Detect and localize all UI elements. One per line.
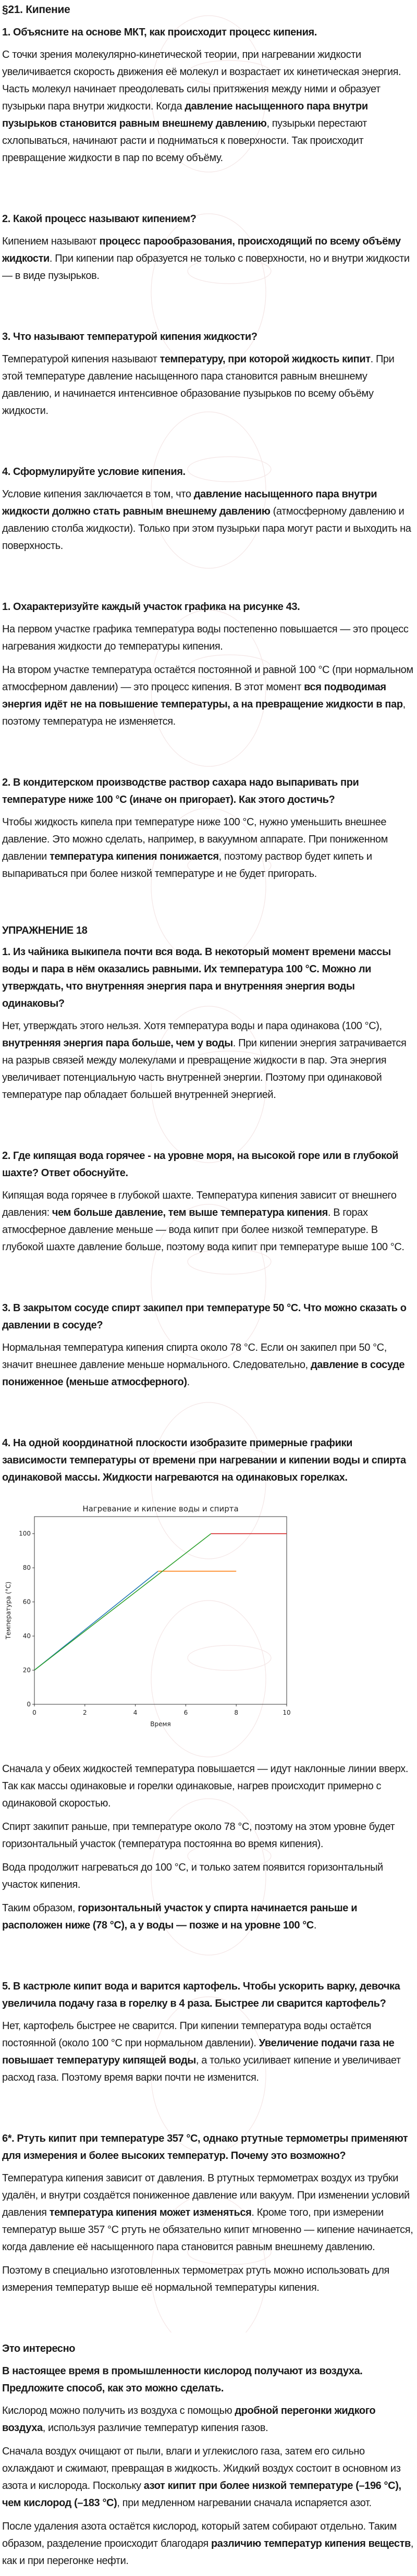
text-run: Нормальная температура кипения спирта около 78 °С. Если он закипел при 50 °С, значит внешнее давление меньше нормального. Следовательно,	[2, 1342, 387, 1371]
text-run: Кипящая вода горячее в глубокой шахте. Температура кипения зависит от внешнего давления:	[2, 1190, 397, 1218]
answer-paragraph	[2, 2518, 414, 2570]
question-heading: 1. Объясните на основе МКТ, как происходит процесс кипения.	[2, 27, 317, 38]
text-run: Кипением называют	[2, 236, 100, 247]
interesting-heading: Это интересно	[2, 2343, 76, 2354]
section-spacer	[2, 1397, 414, 1431]
question-heading: 6*. Ртуть кипит при температуре 357 °С, однако ртутные термометры применяют для измерения и более высоких температур. Почему это возможно?	[2, 2133, 408, 2162]
answer-paragraph	[2, 1339, 414, 1391]
y-tick-label: 100	[19, 1530, 31, 1537]
question-heading: 3. В закрытом сосуде спирт закипел при температуре 50 °С. Что можно сказать о давлении в сосуде?	[2, 1302, 407, 1331]
text-run: . При этой температуре давление насыщенного пара становится равным внешнему давлению, и начинается интенсивное образование пузырьков по всему объёму жидкости.	[2, 353, 395, 417]
text-run: Температура кипения зависит от давления. В ртутных термометрах воздух из трубки удалён, и внутри создаётся пониженное давление или вакуум. При изменении условий давления	[2, 2172, 410, 2218]
y-tick-label: 40	[22, 1632, 31, 1640]
plot-frame	[34, 1517, 287, 1704]
question-block-q2	[2, 211, 414, 285]
answer-paragraph	[2, 1818, 414, 1853]
chart-title: Нагревание и кипение воды и спирта	[82, 1505, 239, 1513]
y-tick-label: 60	[22, 1598, 31, 1606]
x-tick-label: 2	[82, 1709, 87, 1716]
exercise-heading: УПРАЖНЕНИЕ 18	[2, 925, 88, 936]
section-spacer	[2, 737, 414, 770]
question-heading: 2. Где кипящая вода горячее - на уровне моря, на высокой горе или в глубокой шахте? Ответ обоснуйте.	[2, 1150, 399, 1179]
text-run: , при медленном нагревании сначала испаряется азот.	[117, 2497, 372, 2509]
section-spacer	[2, 889, 414, 922]
y-tick-label: 80	[22, 1564, 31, 1572]
exercise-item-ex3	[2, 1300, 414, 1391]
bold-emphasis: процесс парообразования, происходящий по всему объёму жидкости	[2, 236, 401, 264]
section-spacer	[2, 2303, 414, 2336]
exercise-item-ex4	[2, 1435, 414, 1934]
question-heading: 4. Сформулируйте условие кипения.	[2, 466, 186, 478]
bold-emphasis: температура кипения понижается	[50, 851, 219, 862]
exercise-item-ex2	[2, 1147, 414, 1256]
answer-paragraph	[2, 2018, 414, 2086]
content-body	[2, 24, 414, 2570]
text-run: Чтобы жидкость кипела при температуре ниже 100 °С, нужно уменьшить внешнее давление. Это можно сделать, например, в вакуумном аппарате. При пониженном давлении	[2, 816, 388, 862]
y-axis-label: Температура (°C)	[5, 1581, 12, 1640]
y-tick-label: 0	[27, 1701, 31, 1708]
bold-emphasis: чем больше давление, тем выше температура кипения	[52, 1207, 328, 1218]
page-title: §21. Кипение	[2, 4, 70, 16]
answer-paragraph	[2, 1018, 414, 1104]
text-run: (атмосферному давлению и давлению столба жидкости). Только при этом пузырьки пара могут расти и выходить на поверхность.	[2, 506, 411, 552]
x-tick-label: 0	[32, 1709, 36, 1716]
bold-emphasis: азот кипит при более низкой температуре (–196 °С), чем кислород (–183 °С)	[2, 2480, 401, 2509]
text-run: , поэтому температура не изменяется.	[2, 699, 406, 727]
text-run: Сначала у обеих жидкостей температура повышается — идут наклонные линии вверх. Так как массы одинаковые и горелки одинаковые, нагрев происходит примерно с одинаковой скоростью.	[2, 1763, 408, 1809]
bold-emphasis: Увеличение подачи газа не повышает температуру кипящей воды	[2, 2037, 395, 2066]
x-tick-label: 10	[283, 1709, 291, 1716]
text-run: После удаления азота остаётся кислород, который затем собирают отдельно. Таким образом, разделение происходит благодаря	[2, 2521, 397, 2549]
question-heading: 2. В кондитерском производстве раствор сахара надо выпаривать при температуре ниже 100 °С (иначе он пригорает). Как этого достичь?	[2, 777, 359, 805]
question-block-fig1	[2, 599, 414, 730]
answer-paragraph	[2, 1859, 414, 1894]
bold-emphasis: горизонтальный участок у спирта начинается раньше и расположен ниже (78 °С), а у воды — позже и на уровне 100 °С	[2, 1902, 358, 1931]
text-run: .	[187, 1376, 190, 1388]
bold-emphasis: температуру, при которой жидкость кипит	[160, 353, 371, 365]
section-spacer	[2, 291, 414, 324]
answer-paragraph	[2, 2402, 414, 2437]
chart-svg	[2, 1505, 315, 1750]
answer-paragraph	[2, 486, 414, 555]
answer-paragraph	[2, 233, 414, 285]
answer-paragraph	[2, 2262, 414, 2297]
text-run: , пузырьки перестают схлопываться, начинают расти и подниматься к поверхности. Так происходит превращение жидкости в пар по всему объёму.	[2, 118, 367, 164]
section-spacer	[2, 561, 414, 594]
question-heading: 4. На одной координатной плоскости изобразите примерные графики зависимости температуры от времени при нагревании и кипении воды и спирта одинаковой массы. Жидкости нагреваются на одинаковых горелках.	[2, 1437, 406, 1483]
question-heading: 5. В кастрюле кипит вода и варится картофель. Чтобы ускорить варку, девочка увеличила подачу газа в горелку в 4 раза. Быстрее ли сварится картофель?	[2, 1981, 400, 2009]
exercise-item-ex1	[2, 944, 414, 1104]
answer-paragraph	[2, 1761, 414, 1812]
bold-emphasis: давление насыщенного пара внутри пузырьков становится равным внешнему давлению	[2, 101, 368, 129]
answer-paragraph	[2, 46, 414, 167]
x-tick-label: 6	[183, 1709, 188, 1716]
question-heading: 2. Какой процесс называют кипением?	[2, 213, 197, 225]
x-tick-label: 8	[234, 1709, 239, 1716]
question-block-q3	[2, 328, 414, 420]
temperature-time-chart	[2, 1505, 315, 1750]
question-heading: 1. Охарактеризуйте каждый участок графика на рисунке 43.	[2, 601, 300, 613]
bold-emphasis: вся подводимая энергия идёт не на повышение температуры, а на превращение жидкости в пар	[2, 681, 403, 710]
bold-emphasis: различию температур кипения веществ	[211, 2538, 411, 2549]
interesting-question: В настоящее время в промышленности кислород получают из воздуха. Предложите способ, как это можно сделать.	[2, 2365, 363, 2394]
x-axis-label: Время	[150, 1720, 171, 1728]
text-run: , поэтому раствор будет кипеть и выпариваться при более низкой температуре и не будет пригорать.	[2, 851, 372, 880]
answer-paragraph	[2, 662, 414, 730]
text-run: . При кипении энергия затрачивается на разрыв связей между молекулами и превращение жидкости в пар. Эта энергия увеличивает потенциальную часть внутренней энергии. Поэтому при одинаковой температуре пар обладает большей внутренней энергией.	[2, 1037, 407, 1101]
question-heading: 3. Что называют температурой кипения жидкости?	[2, 331, 257, 343]
text-run: Нет, картофель быстрее не сварится. При кипении температура воды остаётся постоянной (около 100 °С при нормальном давлении).	[2, 2020, 372, 2049]
answer-paragraph	[2, 814, 414, 883]
section-spacer	[2, 2093, 414, 2126]
y-tick-label: 20	[22, 1666, 31, 1674]
text-run: На втором участке температура остаётся постоянной и равной 100 °С (при нормальном атмосферном давлении) — это процесс кипения. В этот момент	[2, 664, 413, 693]
answer-paragraph	[2, 1900, 414, 1934]
text-run: Поэтому в специально изготовленных термометрах ртуть можно использовать для измерения температур выше её нормальной температуры кипения.	[2, 2265, 389, 2293]
text-run: На первом участке графика температура воды постепенно повышается — это процесс нагревания жидкости до температуры кипения.	[2, 624, 409, 652]
text-run: Вода продолжит нагреваться до 100 °С, и только затем появится горизонтальный участок кипения.	[2, 1862, 383, 1890]
text-run: Температурой кипения называют	[2, 353, 160, 365]
x-tick-label: 4	[133, 1709, 138, 1716]
exercise-item-ex5	[2, 1978, 414, 2086]
bold-emphasis: давление в сосуде пониженное (меньше атмосферного)	[2, 1359, 405, 1388]
exercise-item-ex6	[2, 2130, 414, 2297]
section-spacer	[2, 426, 414, 459]
section-spacer	[2, 1940, 414, 1974]
text-run: . Кроме того, при измерении температур выше 357 °С ртуть не обязательно кипит мгновенно — кипение начинается, когда давление её насыщенного пара становится равным внешнему давлению.	[2, 2207, 413, 2253]
text-run: , как и при перегонке нефти.	[2, 2538, 414, 2567]
text-run: Кислород можно получить из воздуха с помощью	[2, 2405, 235, 2416]
answer-paragraph	[2, 351, 414, 420]
bold-emphasis: температура кипения может изменяться	[49, 2207, 252, 2218]
text-run: Условие кипения заключается в том, что	[2, 489, 194, 500]
text-run: С точки зрения молекулярно-кинетической теории, при нагревании жидкости увеличивается скорость движения её молекул и возрастает их кинетическая энергия. Часть молекул начинает преодолевать силы притяжения между ними и образует пузырьки пара внутри жидкости. Когда	[2, 49, 401, 112]
text-run: Нет, утверждать этого нельзя. Хотя температура воды и пара одинакова (100 °С),	[2, 1020, 382, 1032]
text-run: Спирт закипит раньше, при температуре около 78 °С, поэтому на этом уровне будет горизонтальный участок (температура постоянна во время кипения).	[2, 1821, 395, 1850]
question-block-fig2	[2, 774, 414, 883]
text-run: Сначала воздух очищают от пыли, влаги и углекислого газа, затем его сильно охлаждают и сжимают, превращая в жидкость. Жидкий воздух состоит в основном из азота и кислорода. Поскольку	[2, 2446, 401, 2492]
text-run: .	[313, 1920, 317, 1931]
section-spacer	[2, 1262, 414, 1296]
text-run: , а только усиливает кипение и увеличивает расход газа. Поэтому время варки почти не изменится.	[2, 2055, 401, 2083]
answer-paragraph	[2, 2170, 414, 2256]
series-line	[34, 1534, 211, 1670]
question-heading: 1. Из чайника выкипела почти вся вода. В некоторый момент времени массы воды и пара в нём оказались равными. Их температура 100 °С. Можно ли утверждать, что внутренняя энергия пара и внутренняя энергия воды одинаковы?	[2, 946, 391, 1009]
text-run: , используя различие температур кипения газов.	[42, 2422, 268, 2434]
bold-emphasis: внутренняя энергия пара больше, чем у воды	[2, 1037, 233, 1049]
bold-emphasis: давление насыщенного пара внутри жидкости должно стать равным внешнему давлению	[2, 489, 377, 517]
answer-paragraph	[2, 1187, 414, 1256]
answer-paragraph	[2, 2443, 414, 2512]
section-spacer	[2, 173, 414, 206]
question-block-q1	[2, 24, 414, 167]
answer-paragraph	[2, 621, 414, 655]
bold-emphasis: дробной перегонки жидкого воздуха	[2, 2405, 376, 2434]
text-run: . В горах атмосферное давление меньше — вода кипит при более низкой температуре. В глубокой шахте давление больше, поэтому вода кипит при температуре выше 100 °С.	[2, 1207, 404, 1253]
question-block-q4	[2, 463, 414, 555]
section-spacer	[2, 1110, 414, 1143]
text-run: Таким образом,	[2, 1902, 78, 1914]
text-run: . При кипении пар образуется не только с поверхности, но и внутри жидкости — в виде пузырьков.	[2, 253, 410, 282]
